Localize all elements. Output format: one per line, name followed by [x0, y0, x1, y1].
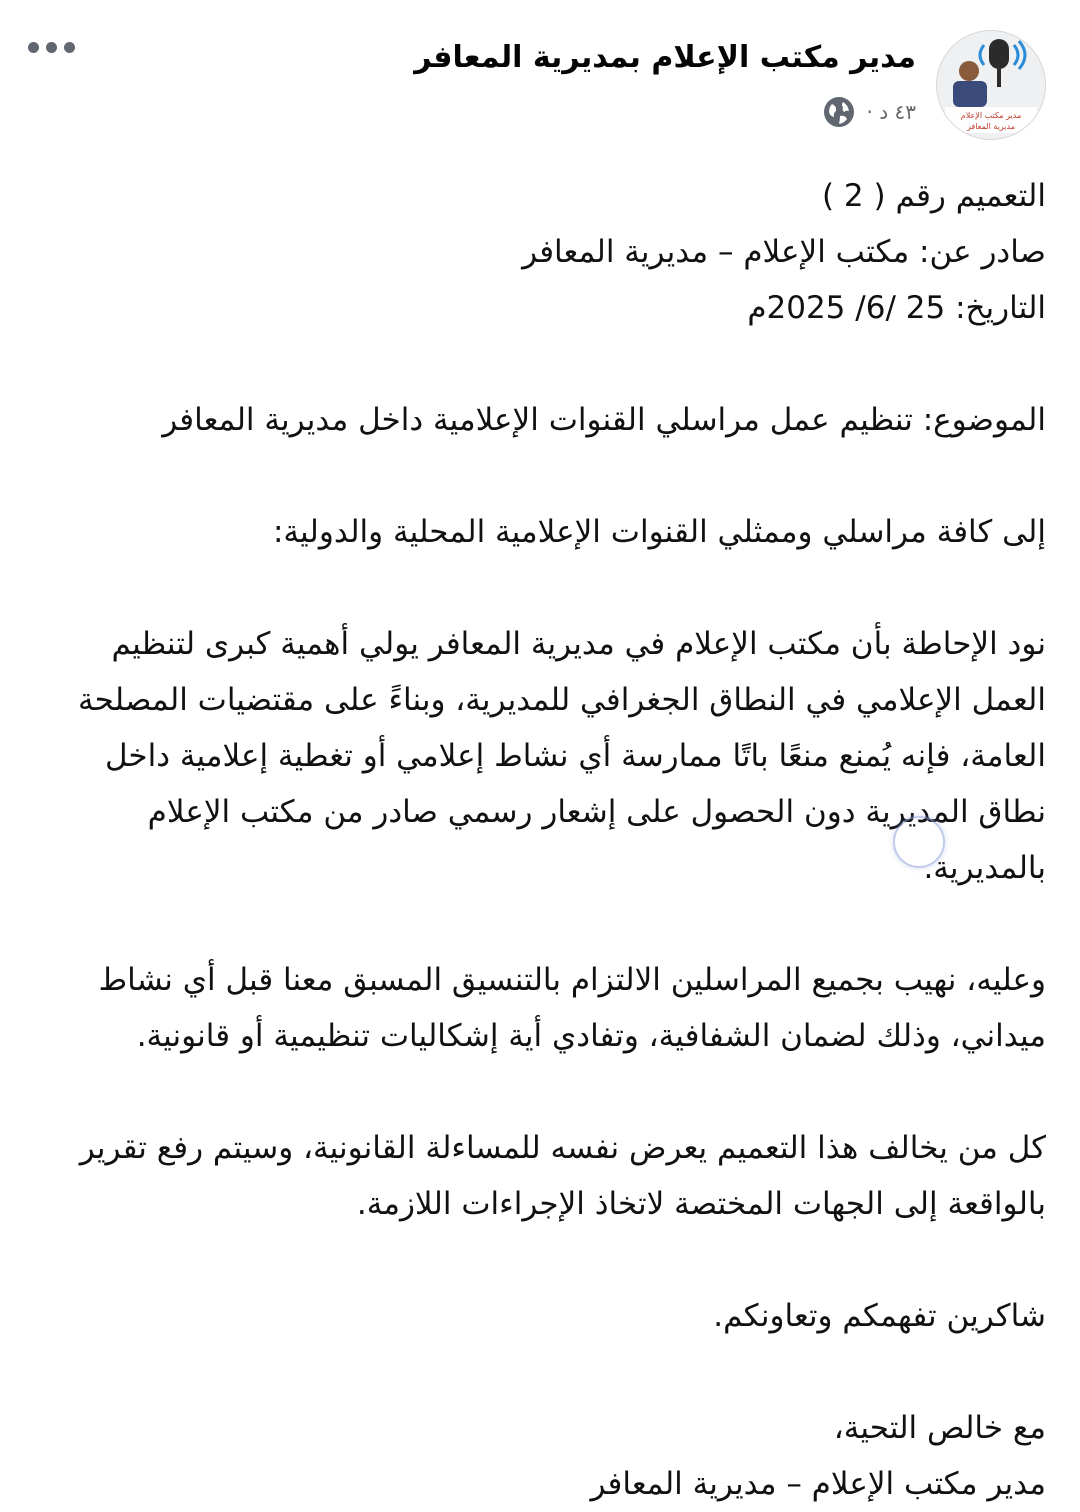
- avatar[interactable]: [936, 30, 1046, 140]
- avatar-caption-line2: مديرية المعافر: [966, 122, 1016, 131]
- post-author-name[interactable]: مدير مكتب الإعلام بمديرية المعافر: [414, 40, 916, 75]
- signature-line: مدير مكتب الإعلام – مديرية المعافر: [590, 1466, 1046, 1502]
- more-options-icon[interactable]: [28, 42, 75, 53]
- avatar-caption-line1: مدير مكتب الإعلام: [960, 111, 1022, 120]
- paragraph-1: نود الإحاطة بأن مكتب الإعلام في مديرية المعافر يولي أهمية كبرى لتنظيم العمل الإعلامي في النطاق الجغرافي للمديرية، وبناءً على مقتضيات المصلحة العامة، فإنه يُمنع منعًا باتًا ممارسة أي نشاط إعلامي أو تغطية إعلامية داخل نطاق المديرية دون الحصول على إشعار رسمي صادر من مكتب الإعلام بالمديرية.: [78, 626, 1046, 886]
- closing-line: مع خالص التحية،: [833, 1410, 1046, 1446]
- thanks-line: شاكرين تفهمكم وتعاونكم.: [713, 1298, 1046, 1334]
- globe-icon[interactable]: [823, 96, 855, 128]
- post-meta: [823, 96, 916, 128]
- post-header: [20, 30, 1046, 155]
- subject-line: الموضوع: تنظيم عمل مراسلي القنوات الإعلامية داخل مديرية المعافر: [162, 402, 1046, 438]
- date-line: التاريخ: 25 /6/ 2025م: [747, 290, 1046, 326]
- post-time[interactable]: ٤٣ د ·: [866, 100, 916, 124]
- issuer-line: صادر عن: مكتب الإعلام – مديرية المعافر: [522, 234, 1046, 270]
- dot: [46, 42, 57, 53]
- post-body: [34, 168, 1046, 1512]
- recipients-line: إلى كافة مراسلي وممثلي القنوات الإعلامية المحلية والدولية:: [272, 514, 1046, 550]
- circular-number: التعميم رقم ( 2 ): [821, 178, 1046, 214]
- paragraph-2: وعليه، نهيب بجميع المراسلين الالتزام بالتنسيق المسبق معنا قبل أي نشاط ميداني، وذلك لضمان الشفافية، وتفادي أية إشكاليات تنظيمية أو قانونية.: [98, 962, 1046, 1054]
- dot: [64, 42, 75, 53]
- dot: [28, 42, 39, 53]
- paragraph-3: كل من يخالف هذا التعميم يعرض نفسه للمساءلة القانونية، وسيتم رفع تقرير بالواقعة إلى الجهات المختصة لاتخاذ الإجراءات اللازمة.: [79, 1130, 1046, 1222]
